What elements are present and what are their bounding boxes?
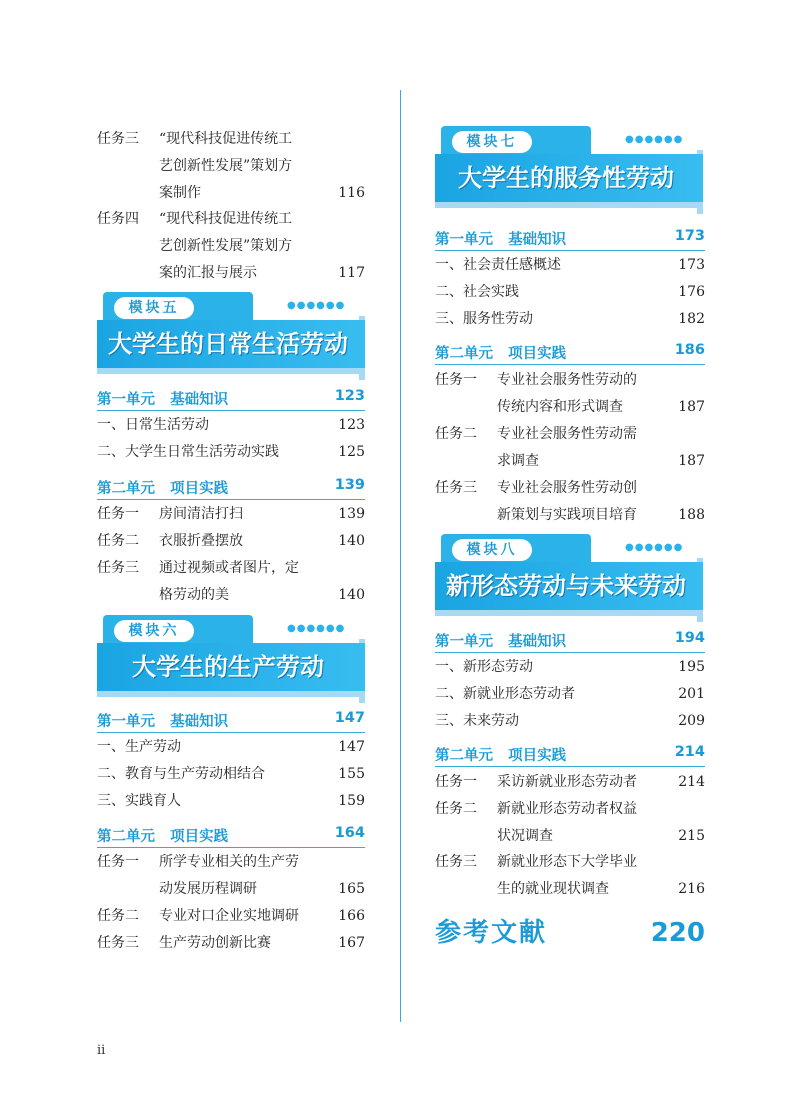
- page-number: 123: [334, 388, 365, 404]
- task-line: 专业对口企业实地调研: [159, 908, 299, 924]
- dots-decoration: ●●●●●●: [625, 542, 684, 553]
- page-number: 140: [338, 587, 365, 603]
- task-label: 任务一: [97, 506, 139, 522]
- unit-heading[interactable]: [97, 386, 365, 411]
- task-label: 任务一: [435, 774, 477, 790]
- unit-title: 第一单元 基础知识: [435, 232, 567, 248]
- task-line: 采访新就业形态劳动者: [497, 774, 637, 790]
- task-line: 所学专业相关的生产劳: [159, 854, 299, 870]
- references-title: 参考文献: [435, 918, 548, 948]
- item-text: 二、大学生日常生活劳动实践: [97, 444, 279, 460]
- page-number: 182: [678, 311, 705, 327]
- page-number: 201: [678, 686, 705, 702]
- module-banner[interactable]: [435, 126, 703, 218]
- page-number: 173: [674, 228, 705, 244]
- page-number: 125: [338, 444, 365, 460]
- unit-heading[interactable]: [435, 226, 705, 251]
- task-line: 求调查: [497, 453, 539, 469]
- item-text: 三、实践育人: [97, 793, 181, 809]
- task-line: 衣服折叠摆放: [159, 533, 243, 549]
- task-line: 艺创新性发展”策划方: [159, 158, 293, 174]
- task-line: 生的就业现状调查: [497, 881, 609, 897]
- module-badge: 模块八: [452, 539, 532, 561]
- module-badge: 模块五: [114, 297, 194, 319]
- item-text: 三、服务性劳动: [435, 311, 533, 327]
- page-number: 123: [338, 417, 365, 433]
- task-line: 专业社会服务性劳动的: [497, 372, 637, 388]
- task-label: 任务二: [97, 908, 139, 924]
- page-number: 166: [338, 908, 365, 924]
- task-line: 专业社会服务性劳动需: [497, 426, 637, 442]
- page-number: 155: [338, 766, 365, 782]
- task-label: 任务一: [435, 372, 477, 388]
- item-text: 一、生产劳动: [97, 739, 181, 755]
- page-number: 117: [338, 265, 365, 281]
- unit-heading[interactable]: [435, 340, 705, 365]
- item-text: 二、社会实践: [435, 284, 519, 300]
- item-text: 一、日常生活劳动: [97, 417, 209, 433]
- task-line: 通过视频或者图片，定: [159, 560, 299, 576]
- page-number: 139: [338, 506, 365, 522]
- page-number: 188: [678, 507, 705, 523]
- item-text: 一、新形态劳动: [435, 659, 533, 675]
- task-label: 任务三: [435, 854, 477, 870]
- task-line: 新就业形态下大学毕业: [497, 854, 637, 870]
- page-number: 214: [674, 744, 705, 760]
- page-number: 139: [334, 477, 365, 493]
- dots-decoration: ●●●●●●: [287, 300, 346, 311]
- unit-title: 第二单元 项目实践: [97, 481, 229, 497]
- page-folio: ii: [97, 1043, 106, 1058]
- module-banner[interactable]: [97, 292, 365, 384]
- task-line: 新策划与实践项目培育: [497, 507, 637, 523]
- page-number: 147: [338, 739, 365, 755]
- module-title: 大学生的服务性劳动: [458, 164, 674, 192]
- item-text: 二、新就业形态劳动者: [435, 686, 575, 702]
- item-text: 二、教育与生产劳动相结合: [97, 766, 265, 782]
- unit-title: 第二单元 项目实践: [435, 748, 567, 764]
- page-number: 164: [334, 825, 365, 841]
- page-number: 194: [674, 630, 705, 646]
- task-line: 案的汇报与展示: [159, 265, 257, 281]
- unit-title: 第一单元 基础知识: [97, 714, 229, 730]
- task-line: 专业社会服务性劳动创: [497, 480, 637, 496]
- page-number: 216: [678, 881, 705, 897]
- banner-shadow: [435, 610, 697, 616]
- task-label: 任务二: [435, 801, 477, 817]
- unit-heading[interactable]: [435, 628, 705, 653]
- dots-decoration: ●●●●●●: [287, 623, 346, 634]
- page-number: 220: [650, 918, 705, 948]
- page-number: 147: [334, 710, 365, 726]
- task-label: 任务二: [435, 426, 477, 442]
- task-line: 动发展历程调研: [159, 881, 257, 897]
- task-label: 任务三: [97, 560, 139, 576]
- module-badge: 模块七: [452, 131, 532, 153]
- page-number: 186: [674, 342, 705, 358]
- task-label: 任务三: [435, 480, 477, 496]
- task-line: 传统内容和形式调查: [497, 399, 623, 415]
- task-line: 格劳动的美: [159, 587, 229, 603]
- task-line: 案制作: [159, 185, 201, 201]
- page-number: 195: [678, 659, 705, 675]
- module-title: 新形态劳动与未来劳动: [446, 572, 686, 600]
- task-line: 生产劳动创新比赛: [159, 935, 271, 951]
- banner-shadow: [97, 691, 359, 697]
- module-title: 大学生的日常生活劳动: [108, 330, 348, 358]
- task-line: 新就业形态劳动者权益: [497, 801, 637, 817]
- task-line: “现代科技促进传统工: [159, 131, 293, 147]
- unit-heading[interactable]: [435, 742, 705, 767]
- module-badge: 模块六: [114, 620, 194, 642]
- module-banner[interactable]: [435, 534, 703, 626]
- item-text: 一、社会责任感概述: [435, 257, 561, 273]
- banner-shadow: [97, 368, 359, 374]
- task-line: “现代科技促进传统工: [159, 211, 293, 227]
- unit-heading[interactable]: [97, 823, 365, 848]
- references-entry[interactable]: [435, 913, 705, 953]
- module-title: 大学生的生产劳动: [132, 653, 324, 681]
- item-text: 三、未来劳动: [435, 713, 519, 729]
- task-line: 艺创新性发展”策划方: [159, 238, 293, 254]
- task-label: 任务三: [97, 131, 139, 147]
- page-number: 173: [678, 257, 705, 273]
- unit-title: 第一单元 基础知识: [435, 634, 567, 650]
- column-divider: [400, 90, 401, 1022]
- unit-heading[interactable]: [97, 475, 365, 500]
- page-number: 209: [678, 713, 705, 729]
- page-number: 165: [338, 881, 365, 897]
- page-number: 176: [678, 284, 705, 300]
- task-label: 任务三: [97, 935, 139, 951]
- dots-decoration: ●●●●●●: [625, 134, 684, 145]
- page-number: 214: [678, 774, 705, 790]
- task-line: 房间清洁打扫: [159, 506, 243, 522]
- page-number: 116: [338, 185, 365, 201]
- task-label: 任务二: [97, 533, 139, 549]
- unit-title: 第二单元 项目实践: [435, 346, 567, 362]
- banner-shadow: [435, 202, 697, 208]
- module-banner[interactable]: [97, 615, 365, 707]
- page-number: 187: [678, 453, 705, 469]
- task-label: 任务一: [97, 854, 139, 870]
- page-number: 140: [338, 533, 365, 549]
- task-label: 任务四: [97, 211, 139, 227]
- page-number: 167: [338, 935, 365, 951]
- page-number: 187: [678, 399, 705, 415]
- unit-title: 第一单元 基础知识: [97, 392, 229, 408]
- task-line: 状况调查: [497, 828, 553, 844]
- unit-heading[interactable]: [97, 708, 365, 733]
- page-number: 215: [678, 828, 705, 844]
- unit-title: 第二单元 项目实践: [97, 829, 229, 845]
- page-number: 159: [338, 793, 365, 809]
